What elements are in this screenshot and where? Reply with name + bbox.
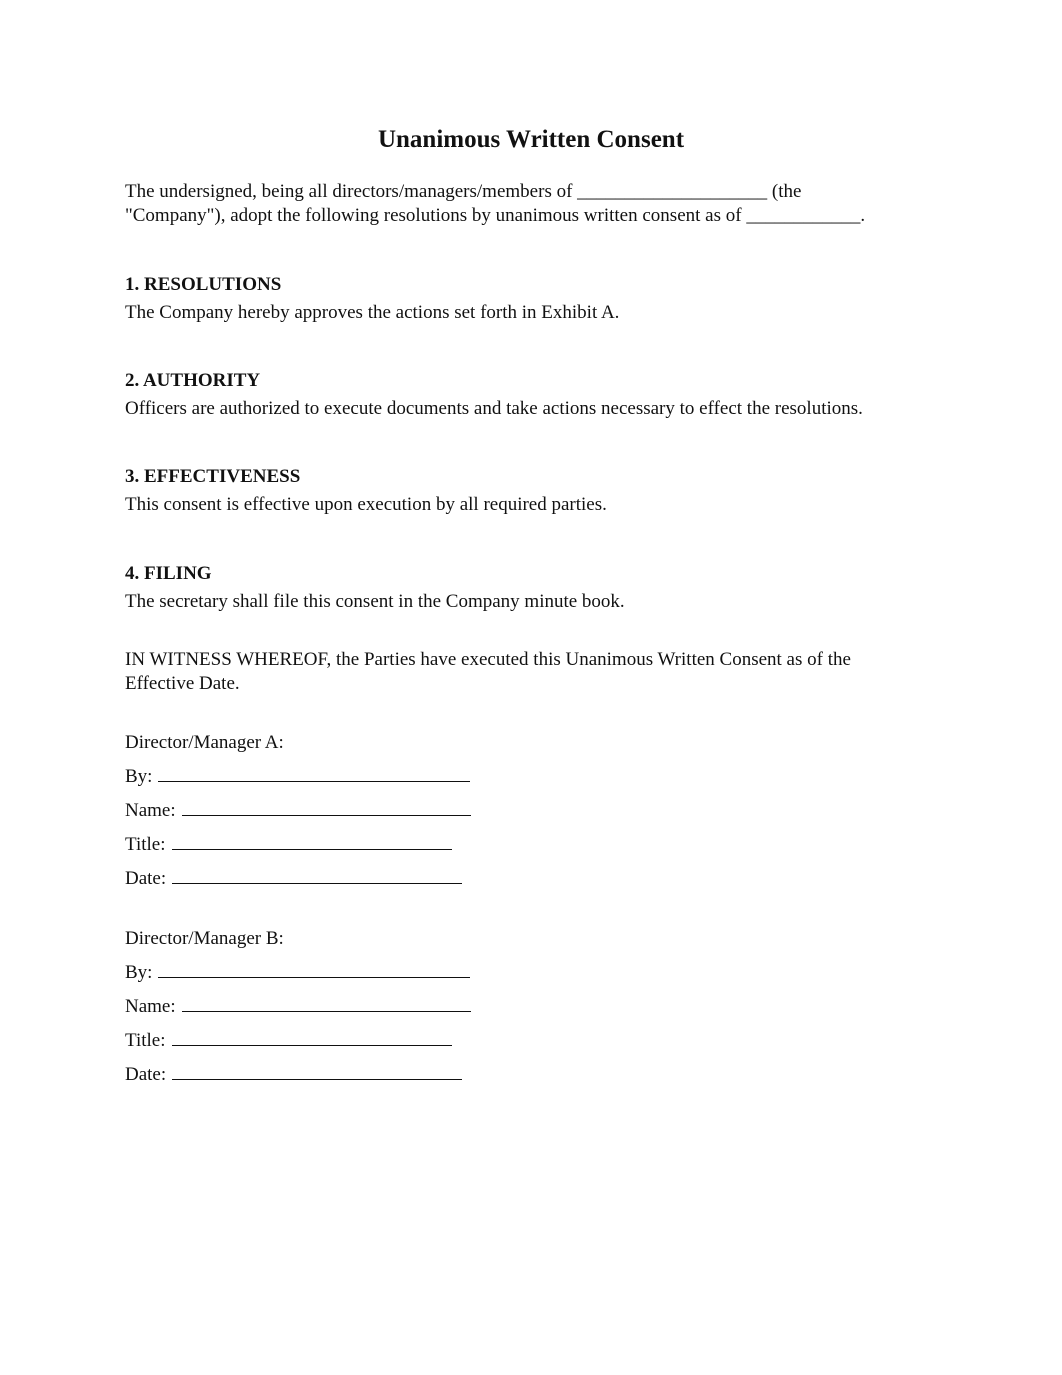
date-signature-line[interactable] [172,1063,462,1080]
signature-name-row [125,799,625,833]
section-body: The Company hereby approves the actions set forth in Exhibit A. [125,302,620,323]
signatory-party-label: Director/Manager A: [125,732,284,753]
intro-paragraph [125,180,945,228]
name-label: Name: [125,800,176,821]
title-signature-line[interactable] [172,1029,452,1046]
section-effectiveness [125,465,955,517]
title-signature-line[interactable] [172,833,452,850]
name-signature-line[interactable] [182,995,471,1012]
by-signature-line[interactable] [158,765,470,782]
intro-line-1: The undersigned, being all directors/managers/members of ____________________ (the [125,181,802,202]
section-filing [125,562,955,614]
section-body: Officers are authorized to execute documents and take actions necessary to effect the resolutions. [125,398,863,419]
name-signature-line[interactable] [182,799,471,816]
document-title: Unanimous Written Consent [377,126,685,153]
date-label: Date: [125,1064,167,1085]
signature-by-row [125,961,625,995]
signature-block-a [125,731,625,901]
witness-paragraph [125,648,945,696]
section-heading: 2. AUTHORITY [125,370,261,391]
signature-block-b [125,927,625,1097]
section-body: The secretary shall file this consent in the Company minute book. [125,591,625,612]
signature-by-row [125,765,625,799]
date-signature-line[interactable] [172,867,462,884]
section-heading: 1. RESOLUTIONS [125,274,282,295]
date-label: Date: [125,868,167,889]
signature-date-row [125,1063,625,1097]
intro-line-2: "Company"), adopt the following resolutions by unanimous written consent as of ____________. [125,205,866,226]
signature-title-row [125,833,625,867]
section-authority [125,369,955,421]
section-heading: 4. FILING [125,563,212,584]
signatory-party-label: Director/Manager B: [125,928,284,949]
section-body: This consent is effective upon execution by all required parties. [125,494,607,515]
section-resolutions [125,273,955,325]
witness-line-1: IN WITNESS WHEREOF, the Parties have executed this Unanimous Written Consent as of the [125,649,851,670]
signature-title-row [125,1029,625,1063]
by-signature-line[interactable] [158,961,470,978]
signature-name-row [125,995,625,1029]
section-heading: 3. EFFECTIVENESS [125,466,301,487]
signature-date-row [125,867,625,901]
title-label: Title: [125,834,166,855]
name-label: Name: [125,996,176,1017]
by-label: By: [125,766,153,787]
witness-line-2: Effective Date. [125,673,240,694]
title-label: Title: [125,1030,166,1051]
by-label: By: [125,962,153,983]
